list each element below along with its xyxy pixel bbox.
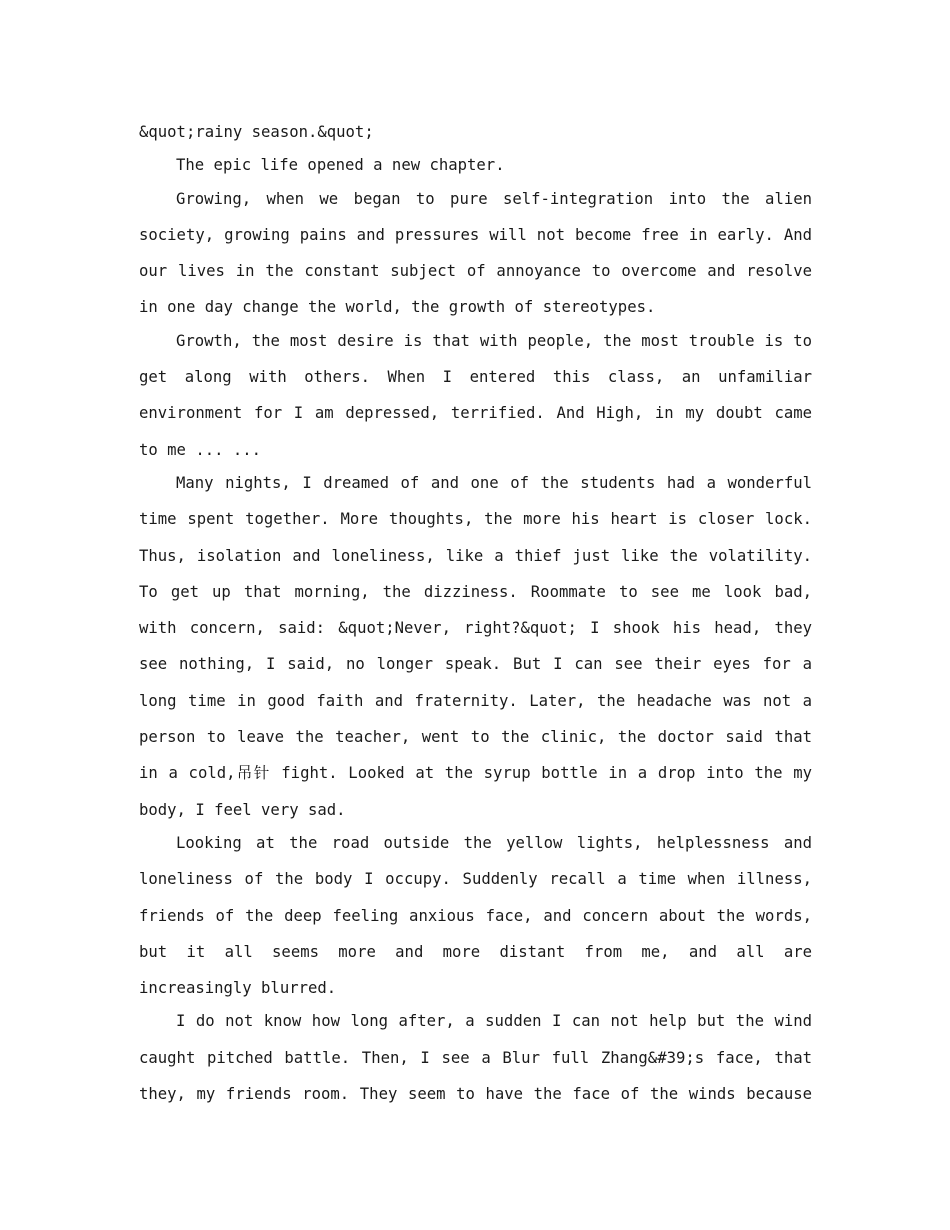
paragraph-growth: Growth, the most desire is that with people, the most trouble is to get along with others. When I entered this class, an unfamiliar environment for I am depressed, terrified. And High, in my doubt came to me ... ... [139, 331, 812, 459]
paragraph-continuation: &quot;rainy season.&quot; [139, 123, 374, 141]
paragraph-road: Looking at the road outside the yellow lights, helplessness and loneliness of the body I occupy. Suddenly recall a time when illness, friends of the deep feeling anxious face, and concern about the words, but it all seems more and more distant from me, and all are increasingly blurred. [139, 833, 812, 998]
paragraph-chapter: The epic life opened a new chapter. [176, 156, 505, 175]
paragraph-growing: Growing, when we began to pure self-integration into the alien society, growing pains and pressures will not become free in early. And our lives in the constant subject of annoyance to overcome and resolve in one day change the world, the growth of stereotypes. [139, 189, 812, 317]
body-text [139, 114, 812, 1109]
paragraph-nights: Many nights, I dreamed of and one of the students had a wonderful time spent together. More thoughts, the more his heart is closer lock. Thus, isolation and loneliness, like a thief just like the volatility. To get up that morning, the dizziness. Roommate to see me look bad, with concern, said: &quot;Never, right?&quot; I shook his head, they see nothing, I said, no longer speak. But I can see their eyes for a long time in good faith and fraternity. Later, the headache was not a person to leave the teacher, went to the clinic, the doctor said that in a cold,吊针 fight. Looked at the syrup bottle in a drop into the my body, I feel very sad. [139, 473, 812, 819]
paragraph-wind: I do not know how long after, a sudden I can not help but the wind caught pitched battle. Then, I see a Blur full Zhang&#39;s face, that they, my friends room. They seem to have the face of the winds because [139, 1012, 812, 1104]
